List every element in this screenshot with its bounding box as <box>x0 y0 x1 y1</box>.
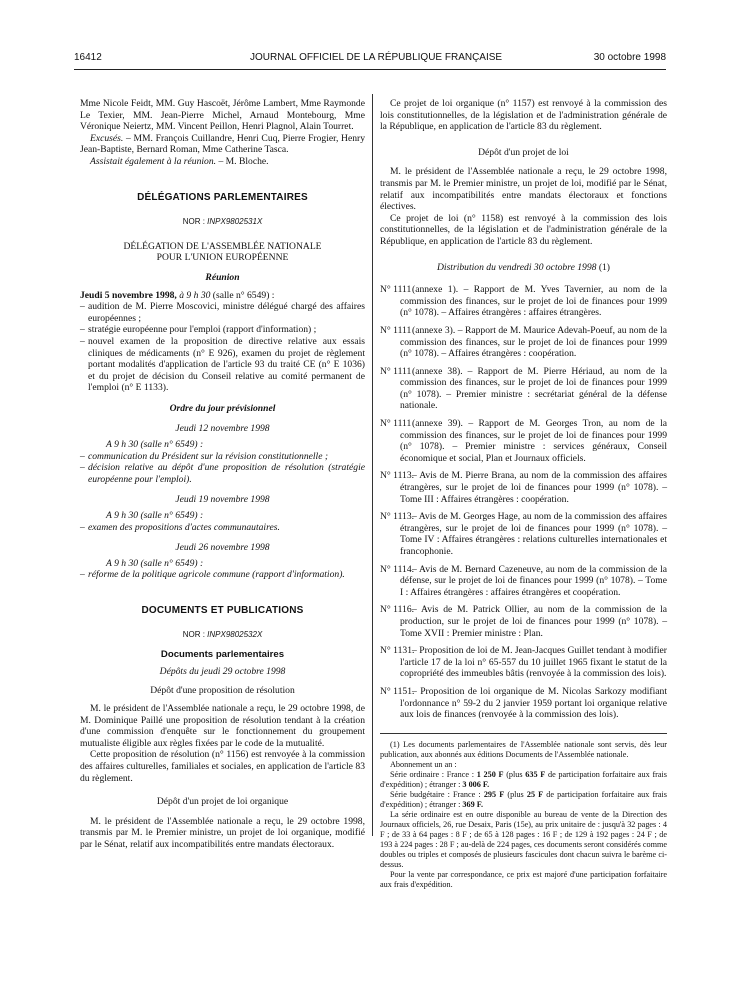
ordre-item: – réforme de la politique agricole commune (rapport d'information). <box>80 569 365 581</box>
depot-loi-title: Dépôt d'un projet de loi <box>478 146 569 158</box>
assistait-paragraph <box>80 156 365 168</box>
entry-number: N° 1151. <box>380 685 415 697</box>
ordre-time: A 9 h 30 (salle n° 6549) : <box>106 439 204 451</box>
section-title-delegations: DÉLÉGATIONS PARLEMENTAIRES <box>137 191 308 203</box>
footnote-rule <box>380 733 667 734</box>
attendance-list: Mme Nicole Feidt, MM. Guy Hascoët, Jérôme Lambert, Mme Raymonde Le Texier, MM. Jean-Pierre Michel, Arnaud Montebourg, Mme Véronique Neiertz, MM. Vincent Peillon, Henri Plagnol, Alain Tourret. <box>80 98 365 133</box>
assistait-label: Assistait également à la réunion. <box>90 155 217 167</box>
footnote-p2: Abonnement un an : <box>390 759 457 769</box>
depot-resolution-p1: M. le président de l'Assemblée nationale a reçu, le 29 octobre 1998, de M. Dominique Paillé une proposition de résolution tendant à la création d'une commission d'enquête sur le fonctionnement du groupement mutualiste éligible aux règles fixées par le code de la mutualité. <box>80 702 365 749</box>
nor-code-1-value: INPX9802531X <box>207 217 263 227</box>
depot-loi-p2: Ce projet de loi (n° 1158) est renvoyé à la commission des lois constitutionnelles, de la législation et de l'administration générale de la République, en application de l'article 83 du règlement. <box>380 212 667 247</box>
ordre-heading: Ordre du jour prévisionnel <box>169 402 276 414</box>
column-divider <box>372 94 373 836</box>
distribution-entry <box>380 564 667 599</box>
entry-number: N° 1111 <box>380 324 412 336</box>
footnote-p1: (1) Les documents parlementaires de l'Assemblée nationale sont servis, dès leur publication, aux abonnés aux éditions Documents de l'Assemblée nationale. <box>380 739 667 759</box>
agenda-item: – audition de M. Pierre Moscovici, ministre délégué chargé des affaires européennes ; <box>80 301 365 324</box>
nor-code-1: NOR : INPX9802531X <box>182 217 263 227</box>
section-title-documents: DOCUMENTS ET PUBLICATIONS <box>141 605 304 616</box>
meeting-date: Jeudi 5 novembre 1998, <box>80 289 177 301</box>
nor-code-2-value: INPX9802532X <box>207 629 263 639</box>
entry-text: – Avis de M. Bernard Cazeneuve, au nom de la commission de la défense, sur le projet de loi de finances pour 1999 (n° 1078). – Tome I : Affaires étrangères : affaires étrangères et coopération. <box>400 563 667 598</box>
depot-resolution-p2: Cette proposition de résolution (n° 1156) est renvoyée à la commission des affaires culturelles, familiales et sociales, en application de l'article 83 du règlement. <box>80 749 365 784</box>
entry-number: N° 1113. <box>380 511 415 523</box>
entry-text: – Proposition de loi de M. Jean-Jacques Guillet tendant à modifier l'article 17 de la loi n° 65-557 du 10 juillet 1965 fixant le statut de la copropriété des immeubles bâtis (renvoyée à la commission des lois). <box>400 645 667 680</box>
page-header <box>74 52 666 68</box>
excuses-label: Excusés. <box>90 132 124 144</box>
distribution-entry <box>380 686 667 721</box>
footnote-p3: Série ordinaire : France : 1 250 F (plus 635 F de participation forfaitaire aux frais d'expédition) ; étranger : 3 006 F. <box>380 769 667 789</box>
agenda-list <box>80 301 365 394</box>
entry-text: (annexe 3). – Rapport de M. Maurice Adevah-Poeuf, au nom de la commission des finances, sur le projet de loi de finances pour 1999 (n° 1078). – Affaires étrangères : coopération. <box>400 324 667 360</box>
delegation-name-line1: DÉLÉGATION DE L'ASSEMBLÉE NATIONALE <box>123 240 322 252</box>
ordre-item: – examen des propositions d'actes communautaires. <box>80 522 365 534</box>
delegation-name-line2: POUR L'UNION EUROPÉENNE <box>156 252 289 264</box>
entry-number: N° 1111 <box>380 418 412 430</box>
depot-organique-title: Dépôt d'un projet de loi organique <box>156 796 289 808</box>
distribution-entry <box>380 284 667 319</box>
assistait-text: – M. Bloche. <box>216 155 269 167</box>
page-number: 16412 <box>74 52 102 63</box>
ordre-item: – décision relative au dépôt d'une proposition de résolution (stratégie européenne pour l'emploi). <box>80 462 365 485</box>
entry-text: (annexe 38). – Rapport de M. Pierre Hériaud, au nom de la commission des finances, sur le projet de loi de finances pour 1999 (n° 1078). – Premier ministre : secrétariat général de la défense nationale. <box>400 365 667 412</box>
ordre-date: Jeudi 12 novembre 1998 <box>175 423 270 435</box>
entry-number: N° 1116. <box>380 604 415 616</box>
depot-loi-p1: M. le président de l'Assemblée nationale a reçu, le 29 octobre 1998, transmis par M. le Premier ministre, un projet de loi, modifié par le Sénat, relatif aux incompatibilités entre mandats électoraux et fonctions électives. <box>380 166 667 213</box>
entry-text: – Avis de M. Patrick Ollier, au nom de la commission de la production, sur le projet de loi de finances pour 1999 (n° 1078). – Tome XVII : Premier ministre : Plan. <box>400 604 667 639</box>
ordre-item: – communication du Président sur la révision constitutionnelle ; <box>80 451 365 463</box>
distribution-entry <box>380 645 667 680</box>
entry-number: N° 1131. <box>380 645 415 657</box>
footnote-p6: Pour la vente par correspondance, ce prix est majoré d'une participation forfaitaire aux frais d'expédition. <box>380 869 667 889</box>
journal-title: JOURNAL OFFICIEL DE LA RÉPUBLIQUE FRANÇAISE <box>250 52 503 63</box>
entry-text: – Avis de M. Pierre Brana, au nom de la commission des affaires étrangères, sur le projet de loi de finances pour 1999 (n° 1078). – Tome III : Affaires étrangères : coopération. <box>400 470 667 505</box>
excuses-text: – MM. François Cuillandre, Henri Cuq, Pierre Frogier, Henry Jean-Baptiste, Bernard Roman, Mme Catherine Tasca. <box>80 132 365 156</box>
agenda-item: – nouvel examen de la proposition de directive relative aux essais cliniques de médicaments (n° E 926), examen du projet de règlement portant modalités d'application de l'article 93 du traité CE (n° E 1036) et du projet de décision du Conseil relative au comité permanent de l'emploi (n° E 1133). <box>80 336 365 394</box>
meeting-room: (salle n° 6549) : <box>210 289 275 301</box>
ordre-items <box>80 451 365 486</box>
distribution-entry <box>380 366 667 412</box>
ordre-items <box>80 569 365 581</box>
distribution-entry <box>380 604 667 639</box>
right-column <box>380 98 667 890</box>
distribution-entry <box>380 325 667 360</box>
entry-number: N° 1111 <box>380 284 412 296</box>
depot-resolution-title: Dépôt d'une proposition de résolution <box>150 685 295 697</box>
header-rule <box>74 69 666 70</box>
agenda-item: – stratégie européenne pour l'emploi (rapport d'information) ; <box>80 324 365 336</box>
delegation-name <box>80 241 365 264</box>
distribution-entry <box>380 470 667 505</box>
ordre-date: Jeudi 19 novembre 1998 <box>175 494 270 506</box>
entry-number: N° 1113. <box>380 470 415 482</box>
issue-date: 30 octobre 1998 <box>593 52 666 63</box>
ordre-time: A 9 h 30 (salle n° 6549) : <box>106 510 204 522</box>
organique-renvoi: Ce projet de loi organique (n° 1157) est renvoyé à la commission des lois constitutionnelles, de la législation et de l'administration générale de la République, en application de l'article 83 du règlement. <box>380 98 667 133</box>
depot-organique-p1: M. le président de l'Assemblée nationale a reçu, le 29 octobre 1998, transmis par M. le Premier ministre, un projet de loi organique, modifié par le Sénat, relatif aux incompatibilités entre mandats électoraux. <box>80 815 365 850</box>
depots-date: Dépôts du jeudi 29 octobre 1998 <box>159 665 286 677</box>
entry-text: – Proposition de loi organique de M. Nicolas Sarkozy modifiant l'ordonnance n° 59-2 du 2 janvier 1959 portant loi organique relative aux lois de finances (renvoyée à la commission des lois). <box>400 685 667 721</box>
excuses-paragraph <box>80 133 365 156</box>
distribution-entry <box>380 511 667 557</box>
entry-number: N° 1111 <box>380 365 412 377</box>
ordre-items <box>80 522 365 534</box>
entry-text: (annexe 39). – Rapport de M. Georges Tron, au nom de la commission des finances, sur le projet de loi de finances pour 1999 (n° 1078). – Premier ministre : services généraux, Conseil économique et social, Plan et Journaux officiels. <box>400 418 667 464</box>
ordre-date: Jeudi 26 novembre 1998 <box>175 542 270 554</box>
meeting-time: à 9 h 30 <box>176 289 211 301</box>
left-column <box>80 98 365 851</box>
nor-code-2: NOR : INPX9802532X <box>182 629 263 639</box>
ordre-time: A 9 h 30 (salle n° 6549) : <box>106 557 204 569</box>
reunion-heading: Réunion <box>205 271 240 283</box>
distribution-heading <box>380 262 667 274</box>
distribution-note: (1) <box>596 261 611 273</box>
entry-number: N° 1114. <box>380 563 415 575</box>
documents-parlementaires-heading: Documents parlementaires <box>160 649 285 661</box>
footnote-p5: La série ordinaire est en outre disponible au bureau de vente de la Direction des Journaux officiels, 26, rue Desaix, Paris (15e), au prix unitaire de : jusqu'à 32 pages : 4 F ; de 33 à 64 pages : 8 F ; de 65 à 128 pages : 16 F ; de 129 à 192 pages : 24 F ; de 193 à 224 pages : 28 F ; au-delà de 224 pages, ces documents seront considérés comme doubles ou triples et composés de plusieurs fascicules dont chacun suivra le barème ci-dessus. <box>380 809 667 869</box>
distribution-entry <box>380 418 667 464</box>
distribution-title: Distribution du vendredi 30 octobre 1998 <box>436 261 597 273</box>
footnote <box>380 740 667 890</box>
footnote-p4: Série budgétaire : France : 295 F (plus 25 F de participation forfaitaire aux frais d'expédition) ; étranger : 369 F. <box>380 789 667 809</box>
meeting-line <box>80 290 365 302</box>
entry-text: (annexe 1). – Rapport de M. Yves Tavernier, au nom de la commission des finances, sur le projet de loi de finances pour 1999 (n° 1078). – Affaires étrangères : affaires étrangères. <box>400 284 667 319</box>
entry-text: – Avis de M. Georges Hage, au nom de la commission des affaires étrangères, sur le projet de loi de finances pour 1999 (n° 1078). – Tome IV : Affaires étrangères : relations culturelles internationales et francophonie. <box>400 511 667 557</box>
